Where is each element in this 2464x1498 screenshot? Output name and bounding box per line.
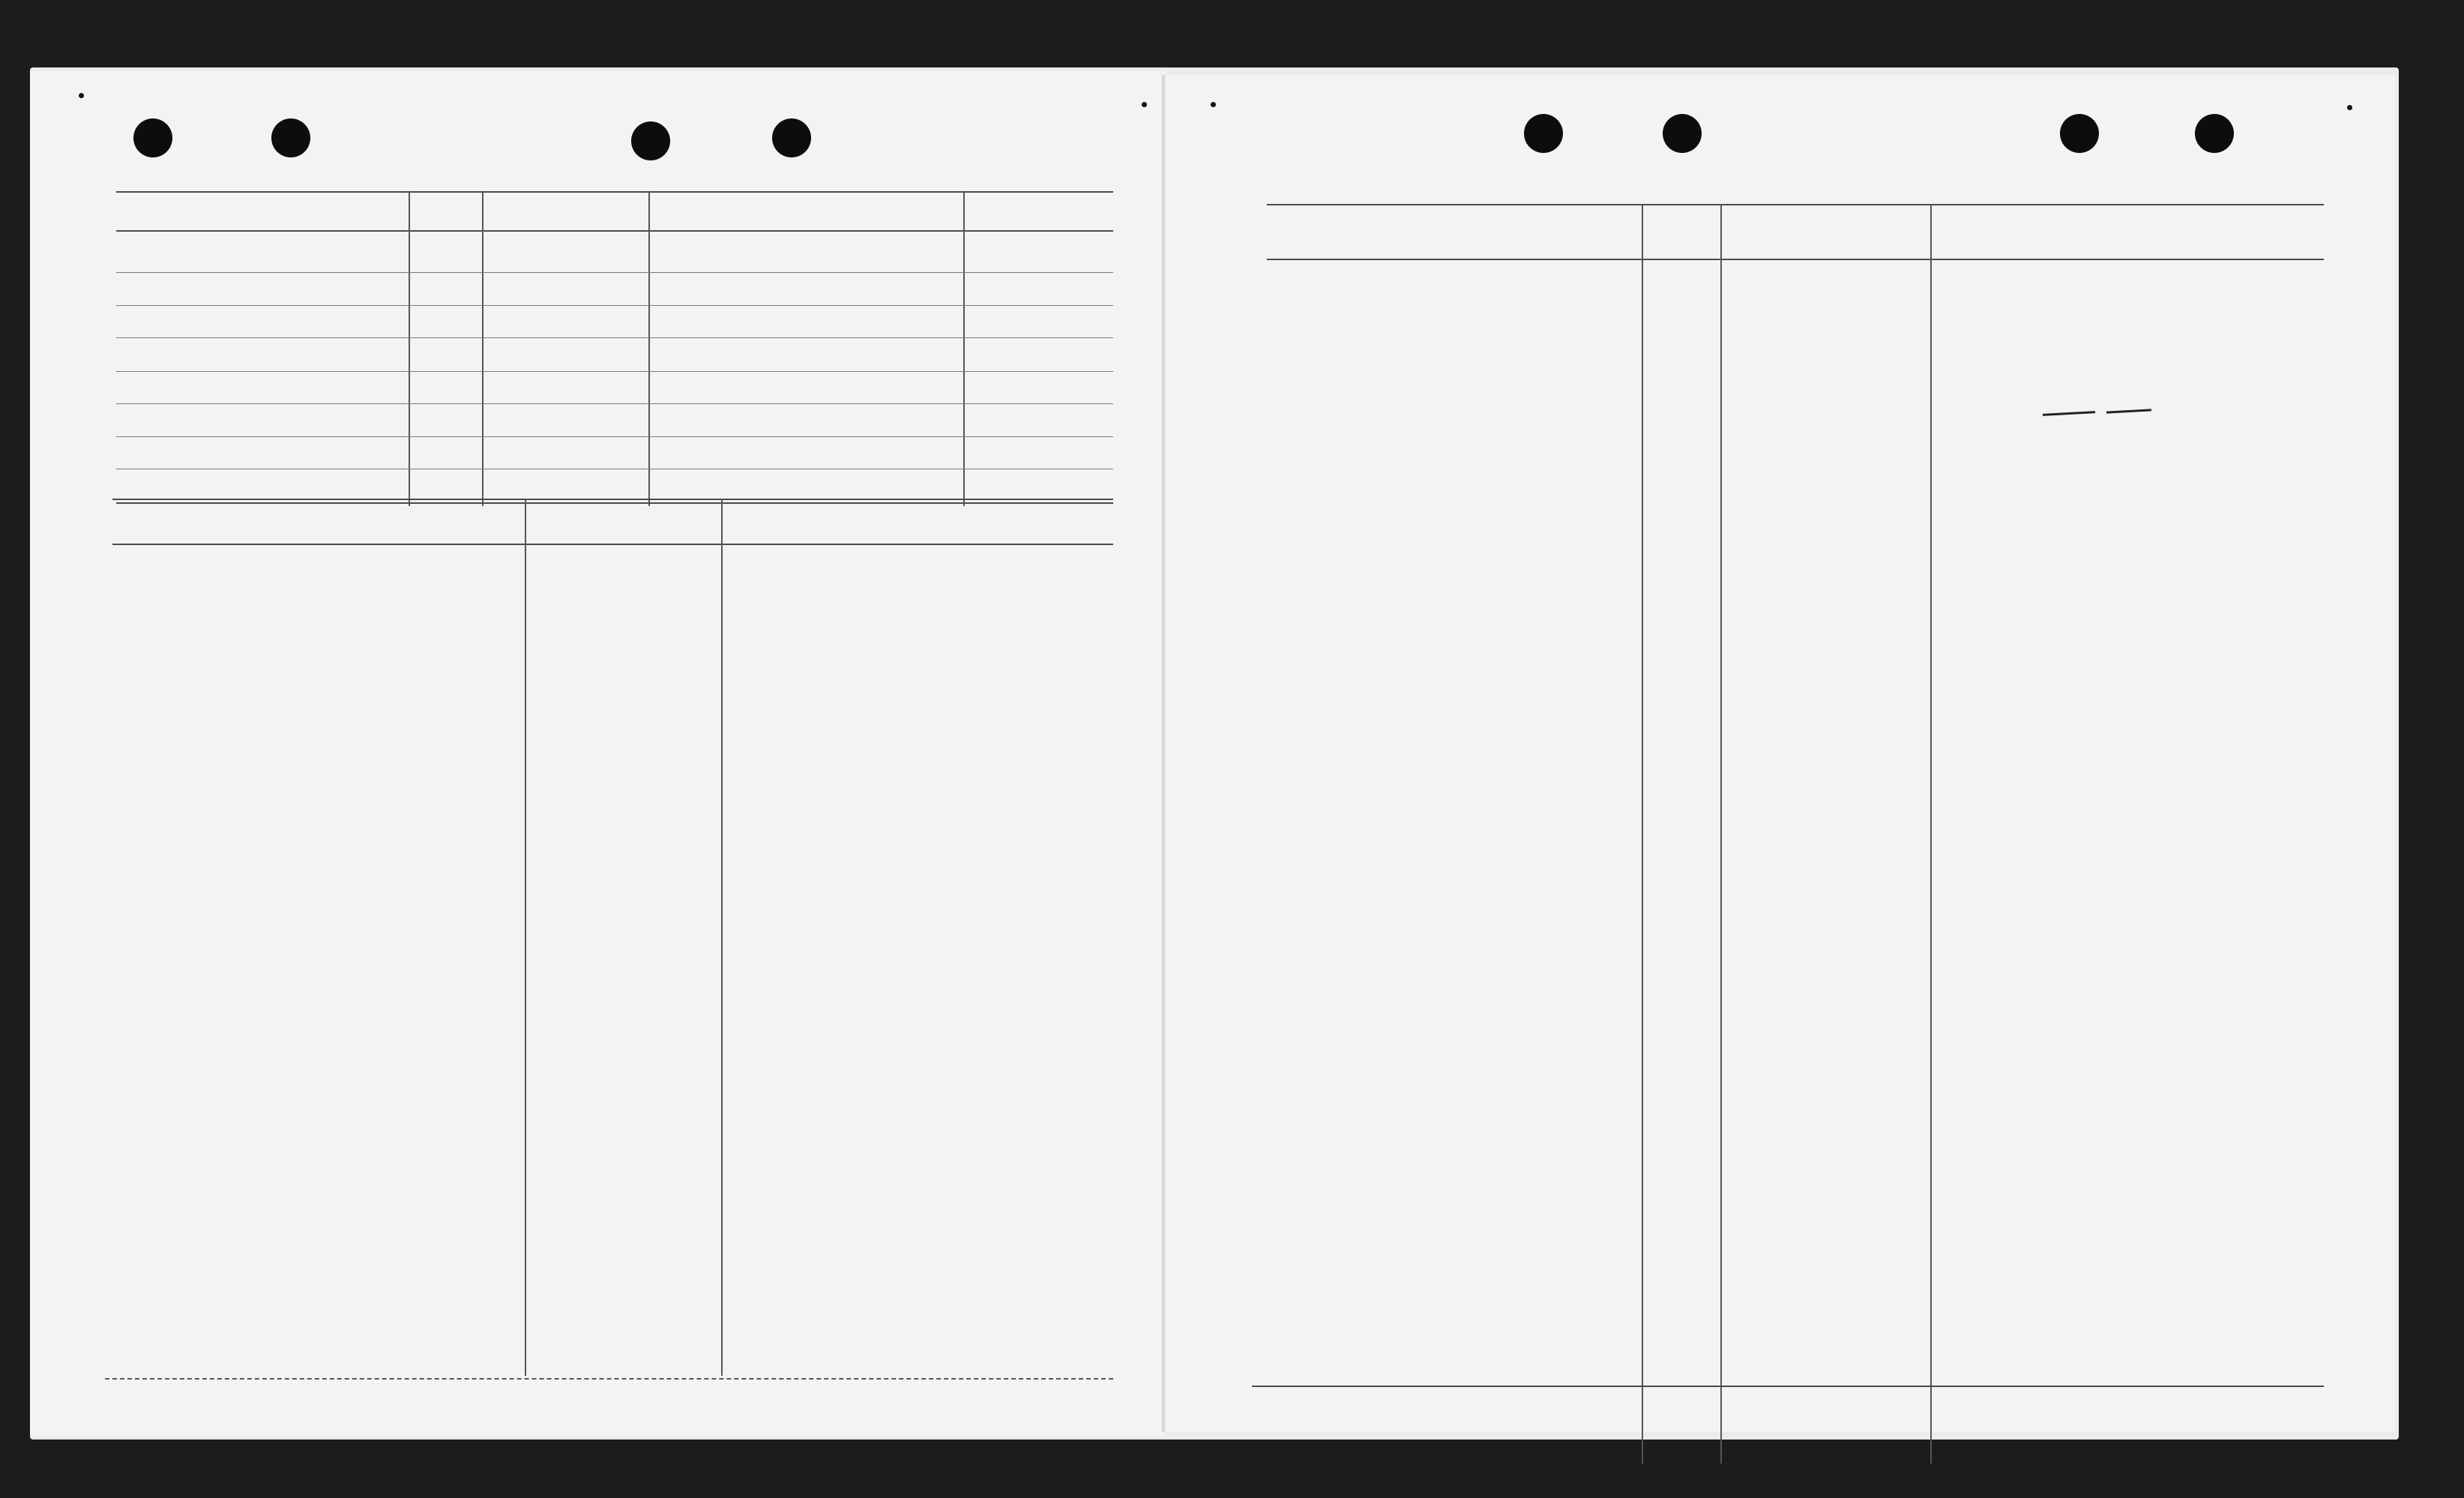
- hospital-row-rule: [116, 272, 1113, 273]
- punch-hole: [772, 118, 811, 157]
- punch-hole: [1663, 114, 1702, 153]
- hospital-row-rule: [116, 337, 1113, 338]
- column-divider: [1930, 204, 1932, 1464]
- discharged-table-top-rule: [112, 499, 1113, 500]
- hospital-divider: [482, 191, 484, 506]
- hospital-bottom-rule: [116, 502, 1113, 504]
- header-rule: [1267, 259, 2324, 260]
- punch-hole: [631, 121, 670, 160]
- hospital-divider: [648, 191, 650, 506]
- discharged-divider: [721, 499, 723, 1376]
- discharged-divider: [525, 499, 526, 1376]
- column-divider: [1642, 204, 1643, 1464]
- table-top-rule: [1267, 204, 2324, 205]
- table-bottom-rule: [1252, 1386, 2324, 1387]
- discharged-header-rule: [112, 544, 1113, 545]
- punch-hole: [133, 118, 172, 157]
- hospital-row-rule: [116, 305, 1113, 306]
- hospital-divider: [409, 191, 410, 506]
- hospital-row-rule: [116, 371, 1113, 372]
- right-page: [1166, 75, 2395, 1432]
- discharged-bottom-rule: [105, 1378, 1113, 1380]
- punch-hole: [2195, 114, 2234, 153]
- dust-speck: [79, 93, 84, 98]
- column-divider: [1720, 204, 1722, 1464]
- dust-speck: [2347, 105, 2352, 110]
- dust-speck: [1142, 102, 1147, 107]
- pen-mark: [2106, 409, 2151, 413]
- hospital-divider: [963, 191, 965, 506]
- pen-mark: [2043, 411, 2095, 416]
- punch-hole: [271, 118, 310, 157]
- hospital-row-rule: [116, 403, 1113, 404]
- punch-hole: [2060, 114, 2099, 153]
- dust-speck: [1211, 102, 1216, 107]
- hospital-row-rule: [116, 436, 1113, 437]
- left-page: [30, 71, 1166, 1436]
- punch-hole: [1524, 114, 1563, 153]
